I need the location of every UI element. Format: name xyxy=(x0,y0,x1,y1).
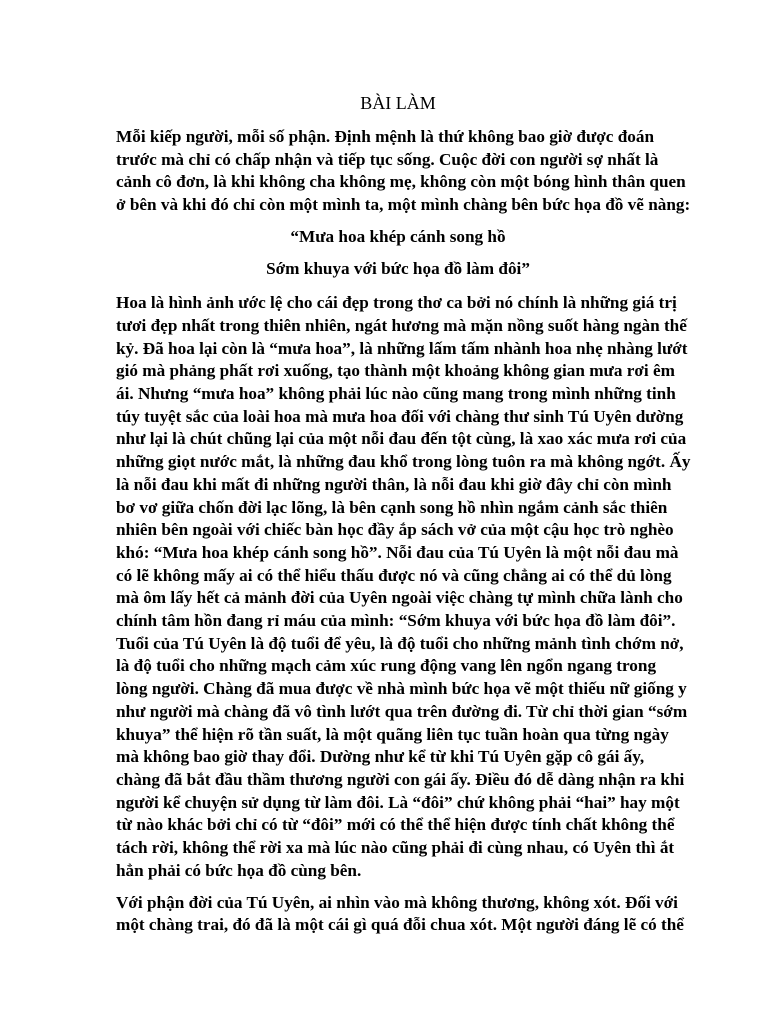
text-line: lòng người. Chàng đã mua được về nhà mình bức họa vẽ một thiếu nữ giống y xyxy=(116,679,687,699)
paragraph-1 xyxy=(116,126,691,217)
text-line: Tuổi của Tú Uyên là độ tuổi để yêu, là độ tuổi cho những mảnh tình chớm nở, xyxy=(116,633,684,653)
text-line: là độ tuổi cho những mạch cảm xúc rung động vang lên ngổn ngang trong xyxy=(116,656,657,676)
text-line: người kể chuyện sử dụng từ làm đôi. Là “đôi” chứ không phải “hai” hay một xyxy=(116,792,680,812)
text-line: hẳn phải có bức họa đồ cùng bên. xyxy=(116,860,362,880)
paragraph-3 xyxy=(116,892,684,937)
text-line: mà ôm lấy hết cả mảnh đời của Uyên ngoài việc chàng tự mình chữa lành cho xyxy=(116,588,683,608)
text-line: tách rời, không thể rời xa mà lúc nào cũng phải đi cùng nhau, có Uyên thì ắt xyxy=(116,838,675,858)
text-line: những giọt nước mắt, là những đau khổ trong lòng tuôn ra mà không ngớt. Ấy xyxy=(116,452,691,472)
document-page xyxy=(116,88,691,946)
text-line: từ nào khác bởi chỉ có từ “đôi” mới có thể thể hiện được tính chất không thể xyxy=(116,815,675,835)
verse-line-1: “Mưa hoa khép cánh song hồ xyxy=(290,226,506,246)
text-line: Hoa là hình ảnh ước lệ cho cái đẹp trong thơ ca bởi nó chính là những giá trị xyxy=(116,293,677,313)
text-line: kỷ. Đã hoa lại còn là “mưa hoa”, là những lấm tấm nhành hoa nhẹ nhàng lướt xyxy=(116,338,688,358)
text-line: như người mà chàng đã vô tình lướt qua trên đường đi. Từ chỉ thời gian “sớm xyxy=(116,701,688,721)
text-line: có lẽ không mấy ai có thể hiểu thấu được nó và cũng chẳng ai có thể dủ lòng xyxy=(116,565,672,585)
verse-line-2: Sớm khuya với bức họa đồ làm đôi” xyxy=(266,258,530,278)
text-line: nhiên bên ngoài với chiếc bàn học đầy ắp sách vở của một cậu học trò nghèo xyxy=(116,520,674,540)
text-line: khó: “Mưa hoa khép cánh song hồ”. Nỗi đau của Tú Uyên là một nỗi đau mà xyxy=(116,542,679,562)
text-line: khuya” thể hiện rõ tần suất, là một quãng liên tục tuần hoàn qua từng ngày xyxy=(116,724,669,744)
text-line: bơ vơ giữa chốn đời lạc lõng, là bên cạnh song hồ nhìn ngắm cảnh sắc thiên xyxy=(116,497,668,517)
text-line: là nỗi đau khi mất đi những người thân, là nỗi đau khi giờ đây chỉ còn mình xyxy=(116,474,672,494)
text-line: tươi đẹp nhất trong thiên nhiên, ngát hương mà mặn nồng suốt hàng ngàn thế xyxy=(116,315,687,335)
text-line: chàng đã bắt đầu thầm thương người con gái ấy. Điều đó dễ dàng nhận ra khi xyxy=(116,769,685,789)
text-line: chính tâm hồn đang rỉ máu của mình: “Sớm khuya với bức họa đồ làm đôi”. xyxy=(116,611,676,631)
text-line: như lại là chút chũng lại của một nỗi đau đến tột cùng, là xao xác mưa rơi của xyxy=(116,429,687,449)
paragraph-2 xyxy=(116,292,691,882)
text-line: gió mà phảng phất rơi xuống, tạo thành một khoảng không gian mưa rơi êm xyxy=(116,361,675,381)
text-line: cảnh cô đơn, là khi không cha không mẹ, không còn một bóng hình thân quen xyxy=(116,172,686,192)
document-title: BÀI LÀM xyxy=(360,93,436,113)
text-line: túy tuyệt sắc của loài hoa mà mưa hoa đối với chàng thư sinh Tú Uyên dường xyxy=(116,406,684,426)
text-line: Với phận đời của Tú Uyên, ai nhìn vào mà không thương, không xót. Đối với xyxy=(116,892,678,912)
text-line: mà không bao giờ thay đổi. Dường như kể từ khi Tú Uyên gặp cô gái ấy, xyxy=(116,747,645,767)
text-line: Mỗi kiếp người, mỗi số phận. Định mệnh là thứ không bao giờ được đoán xyxy=(116,127,655,146)
text-line: một chàng trai, đó đã là một cái gì quá đỗi chua xót. Một người đáng lẽ có thể xyxy=(116,915,684,935)
text-line: ở bên và khi đó chỉ còn một mình ta, một mình chàng bên bức họa đồ vẽ nàng: xyxy=(116,195,691,215)
text-line: trước mà chỉ có chấp nhận và tiếp tục sống. Cuộc đời con người sợ nhất là xyxy=(116,149,659,169)
text-line: ái. Nhưng “mưa hoa” không phải lúc nào cũng mang trong mình những tinh xyxy=(116,384,676,404)
